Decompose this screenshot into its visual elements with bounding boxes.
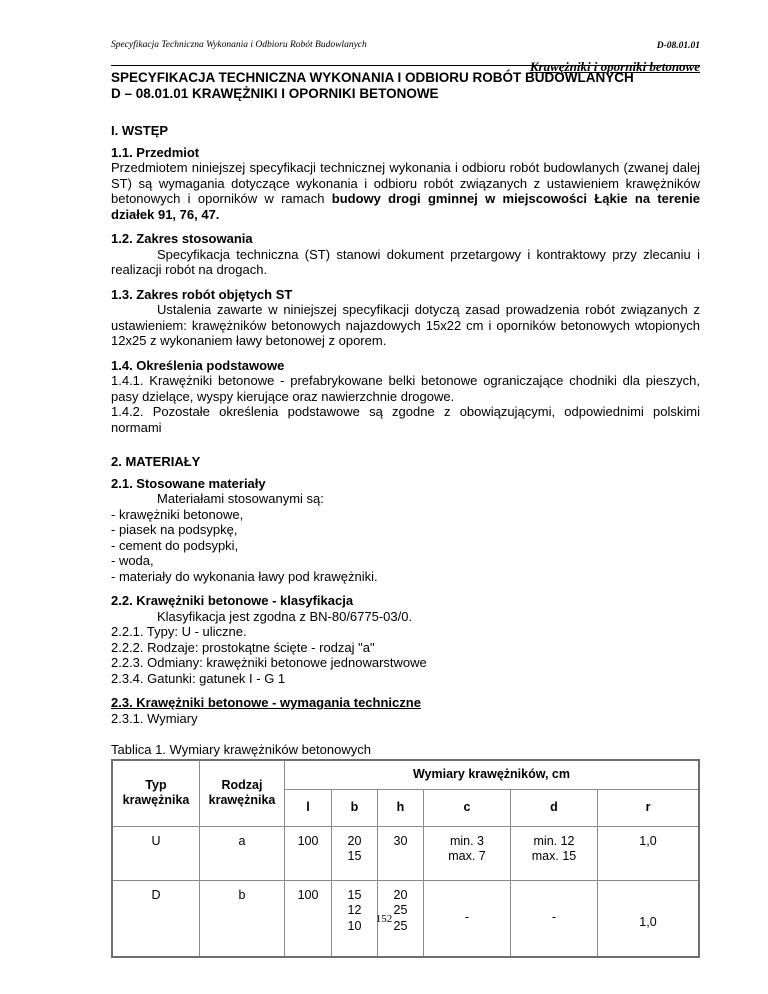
list-item: - woda, xyxy=(111,553,154,568)
paragraph-1-4-2: 1.4.2. Pozostałe określenia podstawowe są zgodne z obowiązującymi, odpowiednimi polskimi normami xyxy=(111,404,700,435)
subsection-heading-1-1: 1.1. Przedmiot xyxy=(111,144,200,160)
subsection-heading-2-1: 2.1. Stosowane materiały xyxy=(111,475,266,491)
header-left: Specyfikacja Techniczna Wykonania i Odbioru Robót Budowlanych xyxy=(111,40,367,50)
header-rule xyxy=(111,65,700,66)
cell-r: 1,0 xyxy=(598,826,700,880)
header-right xyxy=(530,40,700,73)
doc-title-line2: D – 08.01.01 KRAWĘŻNIKI I OPORNIKI BETONOWE xyxy=(111,86,439,101)
col-header-c: c xyxy=(424,789,511,826)
cell-c: min. 3 max. 7 xyxy=(424,826,511,880)
col-header-b: b xyxy=(332,789,378,826)
paragraph-1-1-text: Przedmiotem niniejszej specyfikacji technicznej wykonania i odbioru robót budowlanych (zwanej dalej ST) są wymagania dotyczące wykonania i odbioru robót związanych z ustawieniem krawężników betonowych i oporników w ramach xyxy=(111,160,700,206)
cell-c: - xyxy=(424,880,511,957)
materials-intro: Materiałami stosowanymi są: xyxy=(157,491,324,506)
classification-intro: Klasyfikacja jest zgodna z BN-80/6775-03/0. xyxy=(157,608,413,624)
dimensions-table xyxy=(111,759,700,958)
list-item: - piasek na podsypkę, xyxy=(111,522,238,537)
subsection-heading-2-3: 2.3. Krawężniki betonowe - wymagania techniczne xyxy=(111,695,421,710)
cell-l: 100 xyxy=(285,880,332,957)
list-item: - cement do podsypki, xyxy=(111,537,239,553)
list-item: 2.2.2. Rodzaje: prostokątne ścięte - rodzaj "a" xyxy=(111,639,375,655)
cell-b: 20 15 xyxy=(332,826,378,880)
col-header-dimensions: Wymiary krawężników, cm xyxy=(285,760,700,790)
doc-title-line1: SPECYFIKACJA TECHNICZNA WYKONANIA I ODBIORU ROBÓT BUDOWLANYCH xyxy=(111,70,634,85)
paragraph-1-1 xyxy=(111,160,700,222)
paragraph-2-3-1: 2.3.1. Wymiary xyxy=(111,710,198,726)
col-header-d: d xyxy=(511,789,598,826)
page-number: 152 xyxy=(375,913,393,925)
table-row xyxy=(112,826,699,880)
document-body xyxy=(111,70,700,958)
section-heading-1: I. WSTĘP xyxy=(111,123,169,138)
subsection-heading-1-2: 1.2. Zakres stosowania xyxy=(111,231,253,246)
cell-l: 100 xyxy=(285,826,332,880)
subsection-heading-2-2: 2.2. Krawężniki betonowe - klasyfikacja xyxy=(111,593,354,608)
subsection-heading-1-3: 1.3. Zakres robót objętych ST xyxy=(111,286,293,302)
cell-h: 20 25 25 xyxy=(378,880,424,957)
cell-rodzaj: b xyxy=(200,880,285,957)
list-item: 2.2.3. Odmiany: krawężniki betonowe jednowarstwowe xyxy=(111,655,427,670)
header-code: D-08.01.01 xyxy=(656,41,700,51)
cell-typ: U xyxy=(112,826,200,880)
paragraph-1-3: Ustalenia zawarte w niniejszej specyfikacji dotyczą zasad prowadzenia robót związanych z ustawieniem: krawężników betonowych najazdowych 15x22 cm i oporników betonowych wtopionych 12x25 z wykonaniem ławy betonowej z oporem. xyxy=(111,302,700,348)
list-item: 2.2.1. Typy: U - uliczne. xyxy=(111,624,247,639)
table-caption: Tablica 1. Wymiary krawężników betonowych xyxy=(111,742,371,757)
cell-h: 30 xyxy=(378,826,424,880)
section-heading-2: 2. MATERIAŁY xyxy=(111,454,201,469)
col-header-r: r xyxy=(598,789,700,826)
cell-rodzaj: a xyxy=(200,826,285,880)
list-item: - krawężniki betonowe, xyxy=(111,506,244,522)
table-header-row xyxy=(112,760,699,790)
cell-d: min. 12 max. 15 xyxy=(511,826,598,880)
col-header-typ: Typ krawężnika xyxy=(112,760,200,827)
cell-d: - xyxy=(511,880,598,957)
cell-b: 15 12 10 xyxy=(332,880,378,957)
paragraph-1-2: Specyfikacja techniczna (ST) stanowi dokument przetargowy i kontraktowy przy zlecaniu i realizacji robót na drogach. xyxy=(111,246,700,277)
col-header-rodzaj: Rodzaj krawężnika xyxy=(200,760,285,827)
col-header-h: h xyxy=(378,789,424,826)
cell-typ: D xyxy=(112,880,200,957)
paragraph-1-4-1: 1.4.1. Krawężniki betonowe - prefabrykowane belki betonowe ograniczające chodniki dla pieszych, pasy dzielące, wyspy kierujące oraz nawierzchnie drogowe. xyxy=(111,373,700,404)
col-header-l: l xyxy=(285,789,332,826)
subsection-heading-1-4: 1.4. Określenia podstawowe xyxy=(111,357,285,373)
paragraph-1-1-bold: budowy drogi gminnej w miejscowości Łąkie na terenie działek 91, 76, 47. xyxy=(111,191,700,222)
list-item: 2.3.4. Gatunki: gatunek I - G 1 xyxy=(111,670,286,686)
header-subtitle: Krawężniki i oporniki betonowe xyxy=(529,59,700,74)
cell-r: 1,0 xyxy=(598,880,700,957)
list-item: - materiały do wykonania ławy pod krawężniki. xyxy=(111,568,378,584)
